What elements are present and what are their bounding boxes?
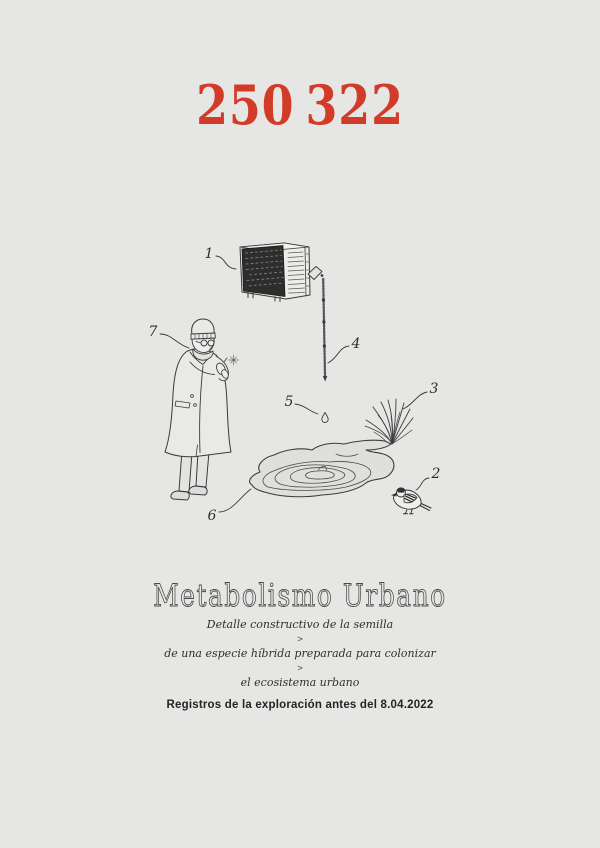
chevron-separator-2: > (297, 662, 303, 674)
footer-caption: Registros de la exploración antes del 8.04.2022 (166, 699, 434, 711)
callout-number-7: 7 (148, 324, 158, 340)
subtitle-line-1: Detalle constructivo de la semilla (206, 618, 394, 631)
leader-5 (295, 404, 318, 414)
sparkle (229, 355, 239, 365)
puddle-illustration (250, 440, 394, 497)
callout-number-4: 4 (351, 336, 361, 352)
edition-code-left: 250 (196, 73, 295, 137)
sparrow-illustration (391, 487, 431, 513)
callout-number-1: 1 (204, 246, 214, 262)
leader-1 (216, 256, 236, 269)
callout-number-2: 2 (431, 466, 441, 482)
callout-number-5: 5 (284, 394, 294, 410)
subtitle-line-2: de una especie híbrida preparada para colonizar (164, 647, 436, 660)
chevron-separator-1: > (297, 633, 303, 645)
observer-person-illustration (165, 319, 239, 500)
drip-chain-illustration (308, 267, 327, 382)
beanie-hat (192, 319, 215, 335)
water-drop-illustration (322, 413, 328, 423)
page-title: Metabolismo Urbano (153, 577, 447, 614)
leader-2 (416, 478, 429, 490)
callout-number-6: 6 (207, 508, 217, 524)
edition-code (45, 73, 555, 137)
air-conditioner-illustration (240, 243, 310, 302)
subtitle-block (0, 618, 600, 691)
callout-number-3: 3 (429, 381, 439, 397)
leader-6 (219, 489, 251, 512)
leader-3 (403, 392, 427, 409)
edition-code-right: 322 (305, 73, 404, 137)
leader-7 (160, 334, 189, 348)
leader-4 (328, 346, 349, 363)
grass-illustration (365, 399, 413, 444)
title-block (0, 565, 600, 620)
grille (242, 246, 285, 297)
subtitle-line-3: el ecosistema urbano (240, 676, 360, 689)
illustration-canvas (130, 220, 490, 540)
